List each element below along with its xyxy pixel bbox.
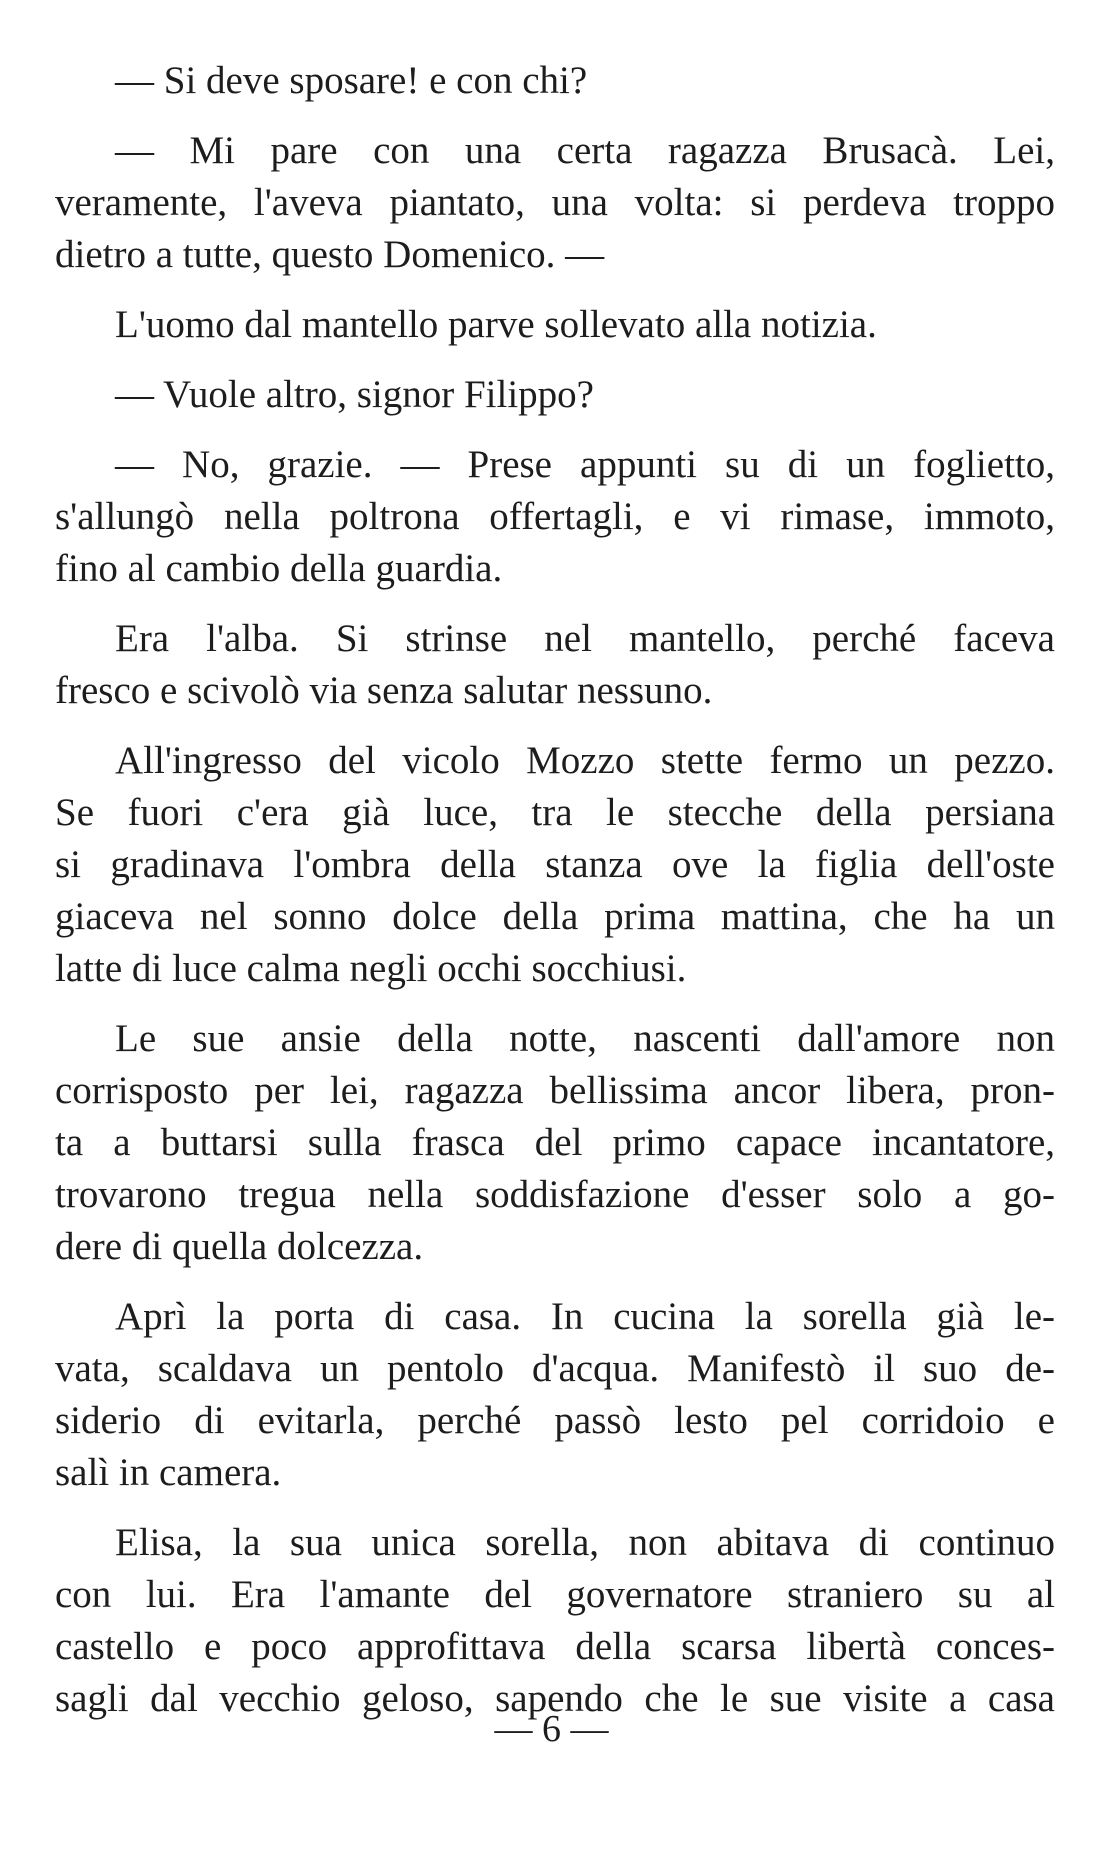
text-line: salì in camera. — [55, 1451, 282, 1494]
text-line: castello e poco approfittava della scarsa libertà conces- — [55, 1625, 1055, 1668]
paragraph-2 — [55, 125, 1055, 281]
text-line: fresco e scivolò via senza salutar nessuno. — [55, 669, 713, 712]
text-line: — Mi pare con una certa ragazza Brusacà. Lei, — [115, 129, 1055, 172]
text-line: s'allungò nella poltrona offertagli, e vi rimase, immoto, — [55, 495, 1055, 538]
paragraph-9 — [55, 1291, 1055, 1499]
page-number: — 6 — — [494, 1708, 609, 1750]
paragraph-4 — [55, 369, 1055, 421]
paragraph-3 — [55, 299, 1055, 351]
text-line: sagli dal vecchio geloso, sapendo che le sue visite a casa — [55, 1677, 1055, 1720]
text-line: — No, grazie. — Prese appunti su di un foglietto, — [115, 443, 1055, 486]
paragraph-8 — [55, 1013, 1055, 1273]
text-line: Elisa, la sua unica sorella, non abitava di continuo — [115, 1521, 1055, 1564]
paragraph-7 — [55, 735, 1055, 995]
text-line: Era l'alba. Si strinse nel mantello, perché faceva — [115, 617, 1055, 660]
text-line: dere di quella dolcezza. — [55, 1225, 424, 1268]
text-line: — Vuole altro, signor Filippo? — [115, 373, 594, 416]
text-line: latte di luce calma negli occhi socchiusi. — [55, 947, 687, 990]
text-line: trovarono tregua nella soddisfazione d'esser solo a go- — [55, 1173, 1055, 1216]
text-line: giaceva nel sonno dolce della prima mattina, che ha un — [55, 895, 1055, 938]
paragraph-10 — [55, 1517, 1055, 1725]
paragraph-1 — [55, 55, 1055, 107]
paragraph-5 — [55, 439, 1055, 595]
text-line: siderio di evitarla, perché passò lesto pel corridoio e — [55, 1399, 1055, 1442]
text-line: ta a buttarsi sulla frasca del primo capace incantatore, — [55, 1121, 1055, 1164]
text-line: Se fuori c'era già luce, tra le stecche della persiana — [55, 791, 1055, 834]
text-line: All'ingresso del vicolo Mozzo stette fermo un pezzo. — [115, 739, 1055, 782]
text-line: fino al cambio della guardia. — [55, 547, 503, 590]
text-line: vata, scaldava un pentolo d'acqua. Manifestò il suo de- — [55, 1347, 1055, 1390]
text-line: — Si deve sposare! e con chi? — [115, 59, 588, 102]
text-line: Le sue ansie della notte, nascenti dall'amore non — [115, 1017, 1055, 1060]
text-line: con lui. Era l'amante del governatore straniero su al — [55, 1573, 1055, 1616]
text-line: veramente, l'aveva piantato, una volta: si perdeva troppo — [55, 181, 1055, 224]
text-line: L'uomo dal mantello parve sollevato alla notizia. — [115, 303, 877, 346]
text-line: Aprì la porta di casa. In cucina la sorella già le- — [115, 1295, 1055, 1338]
text-line: corrisposto per lei, ragazza bellissima ancor libera, pron- — [55, 1069, 1055, 1112]
text-line: si gradinava l'ombra della stanza ove la figlia dell'oste — [55, 843, 1055, 886]
page-body — [55, 55, 1055, 1743]
text-line: dietro a tutte, questo Domenico. — — [55, 233, 605, 276]
paragraph-6 — [55, 613, 1055, 717]
